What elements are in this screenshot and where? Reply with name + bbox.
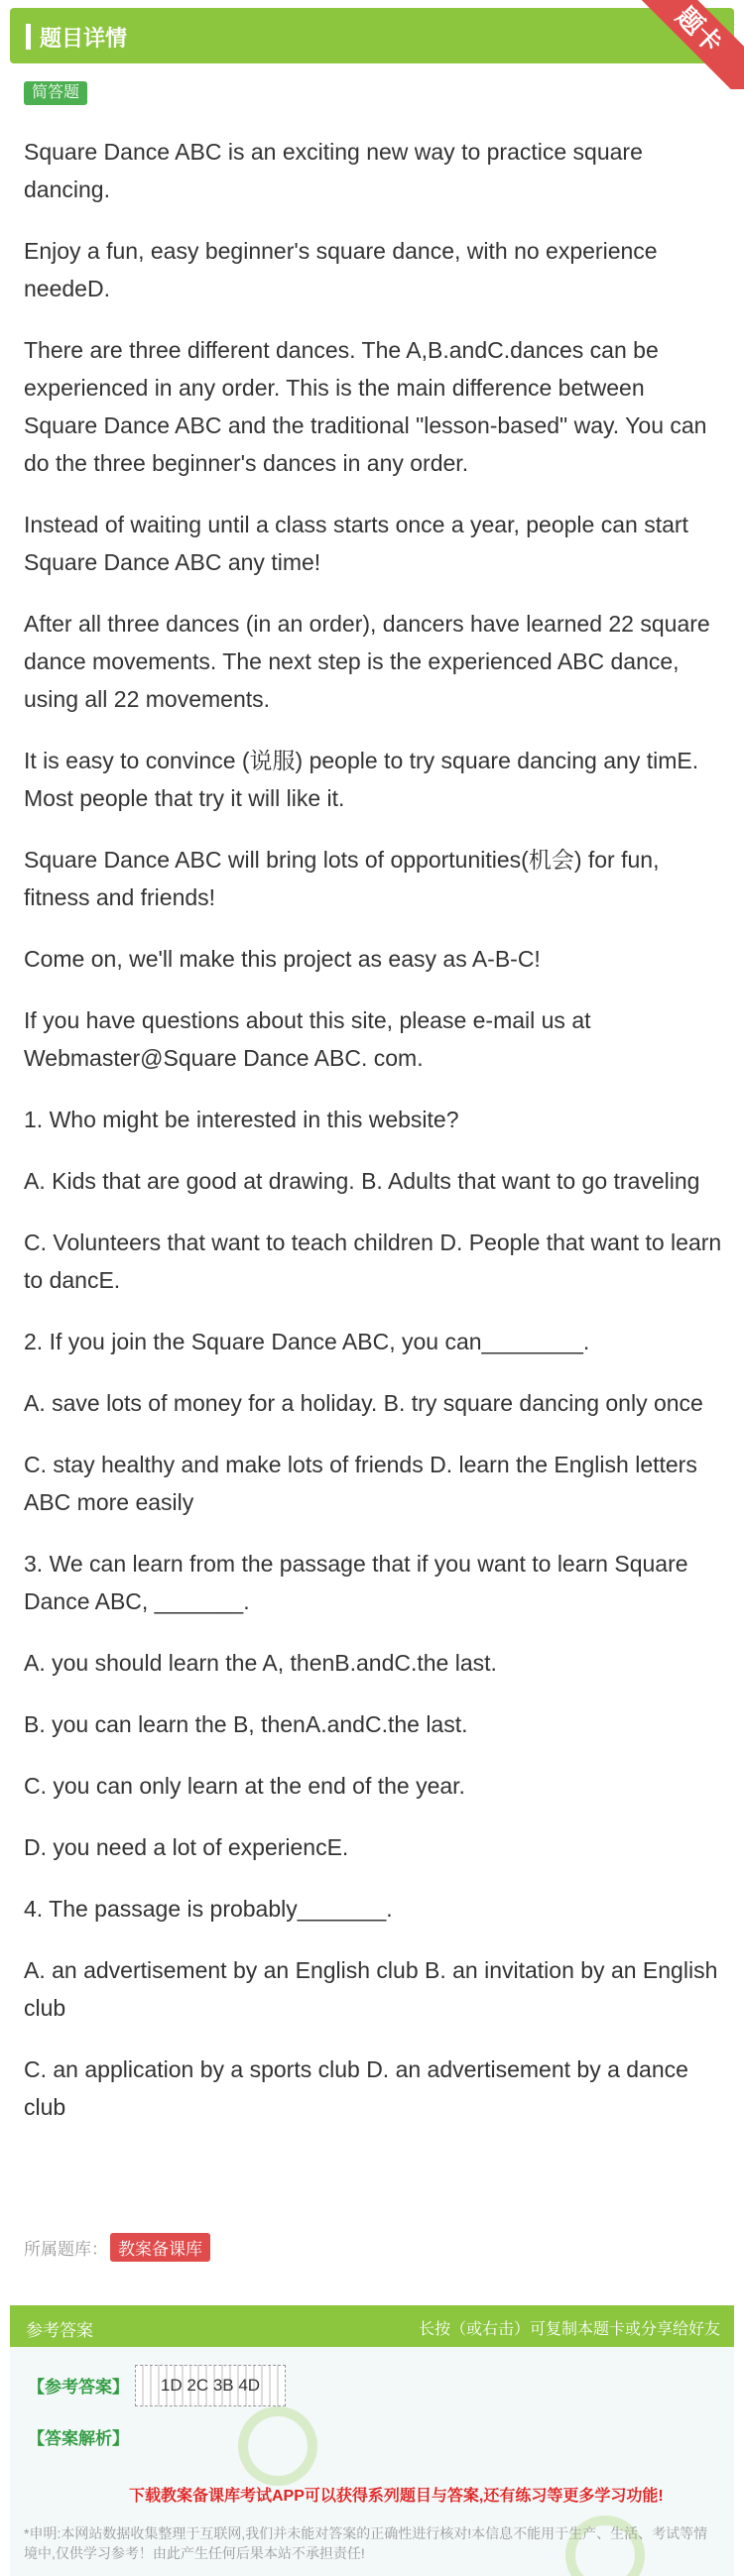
disclaimer-text: *申明:本网站数据收集整理于互联网,我们并未能对答案的正确性进行核对!本信息不能用于生产、生活、考试等情境中,仅供学习参考！由此产生任何后果本站不承担责任! [24, 2525, 708, 2561]
header-title: 题目详情 [40, 26, 128, 51]
question-bank-label: 所属题库： [24, 2240, 108, 2259]
paragraph: B. you can learn the B, thenA.andC.the last. [24, 1711, 468, 1737]
paragraph: A. an advertisement by an English club B. an invitation by an English club [24, 1957, 718, 2021]
paragraph: A. Kids that are good at drawing. B. Adults that want to go traveling [24, 1168, 700, 1194]
question-content [24, 133, 724, 2150]
paragraph: If you have questions about this site, please e-mail us at Webmaster@Square Dance ABC. com. [24, 1007, 591, 1071]
paragraph: Square Dance ABC will bring lots of opportunities(机会) for fun, fitness and friends! [24, 847, 660, 910]
paragraph: A. save lots of money for a holiday. B. try square dancing only once [24, 1390, 703, 1416]
paragraph: C. an application by a sports club D. an advertisement by a dance club [24, 2056, 688, 2120]
card-ribbon[interactable] [635, 0, 744, 89]
header-accent [26, 24, 31, 50]
paragraph: Enjoy a fun, easy beginner's square dance, with no experience needeD. [24, 238, 658, 301]
header-bar [10, 8, 734, 63]
answer-header-title: 参考答案 [26, 2321, 93, 2340]
paragraph: 1. Who might be interested in this website? [24, 1107, 459, 1132]
paragraph: Square Dance ABC is an exciting new way to practice square dancing. [24, 139, 643, 202]
answer-explanation-label: 【答案解析】 [28, 2429, 129, 2448]
paragraph: Instead of waiting until a class starts once a year, people can start Square Dance ABC any time! [24, 512, 688, 575]
paragraph: A. you should learn the A, thenB.andC.the last. [24, 1650, 497, 1676]
answer-box [10, 2347, 734, 2576]
paragraph: After all three dances (in an order), dancers have learned 22 square dance movements. The next step is the experienced ABC dance, using all 22 movements. [24, 611, 710, 712]
reference-answer-label: 【参考答案】 [28, 2378, 129, 2397]
paragraph: 3. We can learn from the passage that if you want to learn Square Dance ABC, _______. [24, 1551, 688, 1614]
paragraph: There are three different dances. The A,B.andC.dances can be experienced in any order. This is the main difference between Square Dance ABC and the traditional "lesson-based" way. You can do the three beginner's dances in any order. [24, 337, 707, 476]
question-type-badge: 简答题 [24, 81, 87, 105]
ribbon-label[interactable]: 题卡 [635, 0, 744, 89]
question-bank-tag[interactable]: 教案备课库 [110, 2233, 210, 2262]
paragraph: C. you can only learn at the end of the year. [24, 1773, 465, 1799]
paragraph: Come on, we'll make this project as easy as A-B-C! [24, 946, 541, 972]
answer-header-hint: 长按（或右击）可复制本题卡或分享给好友 [418, 2321, 720, 2338]
watermark-circle [238, 2406, 317, 2486]
paragraph: C. Volunteers that want to teach children D. People that want to learn to dancE. [24, 1229, 722, 1293]
download-app-link[interactable]: 下载教案备课库考试APP可以获得系列题目与答案,还有练习等更多学习功能! [129, 2488, 664, 2505]
paragraph: D. you need a lot of experiencE. [24, 1834, 349, 1860]
answer-header [10, 2305, 734, 2347]
paragraph: 4. The passage is probably_______. [24, 1896, 393, 1922]
paragraph: 2. If you join the Square Dance ABC, you can________. [24, 1329, 590, 1354]
question-bank [24, 2233, 210, 2262]
paragraph: It is easy to convince (说服) people to try square dancing any timE. Most people that try it will like it. [24, 748, 699, 811]
reference-answer-value: 1D 2C 3B 4D [135, 2365, 286, 2406]
paragraph: C. stay healthy and make lots of friends D. learn the English letters ABC more easily [24, 1452, 697, 1515]
